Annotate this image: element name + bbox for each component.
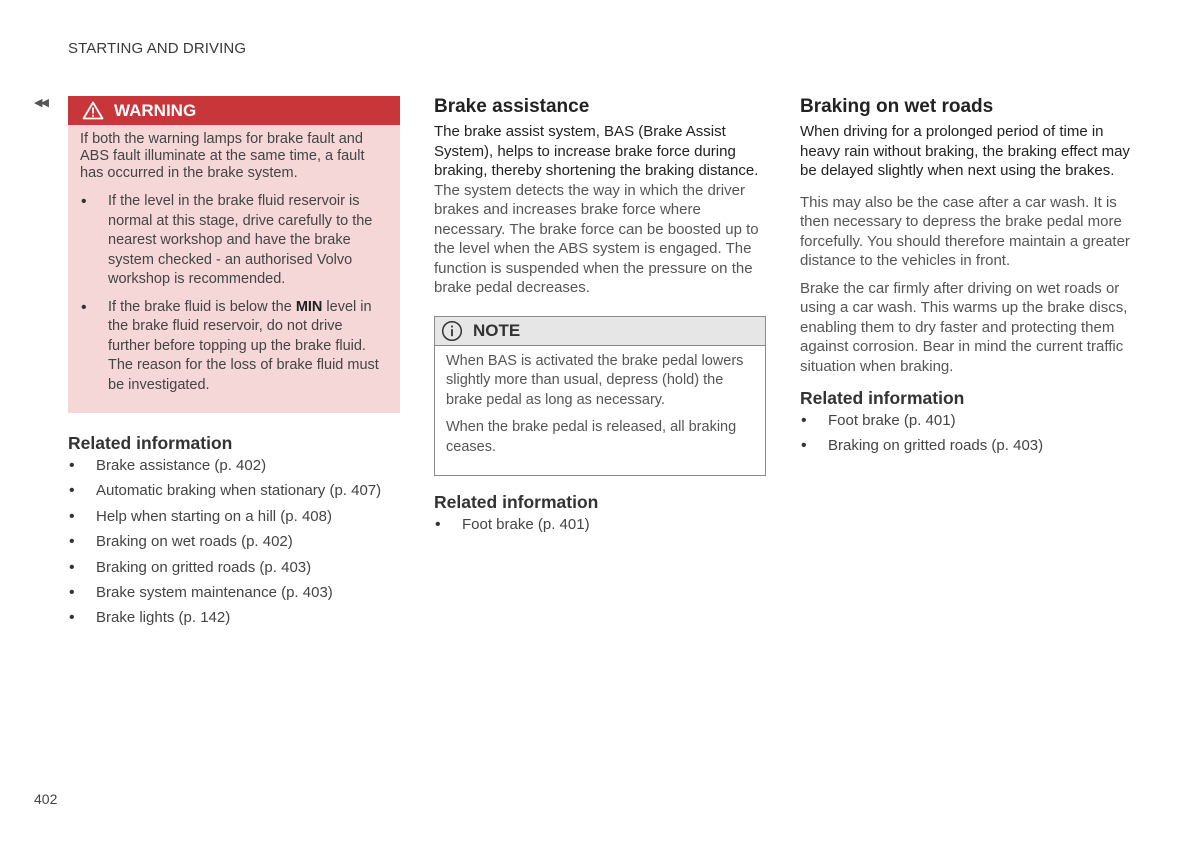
warning-bullet-text: If the brake fluid is below the bbox=[108, 298, 296, 315]
related-link[interactable]: • Automatic braking when stationary (p. 407) bbox=[68, 481, 400, 500]
related-info-list bbox=[434, 515, 766, 534]
warning-bullet-text: level in the brake fluid reservoir, do not drive further before topping up the brake fluid. The reason for the loss of brake fluid must be investigated. bbox=[108, 298, 379, 393]
warning-body bbox=[68, 125, 400, 413]
note-paragraph: When BAS is activated the brake pedal lowers slightly more than usual, depress (hold) the brake pedal as long as necessary. bbox=[446, 352, 744, 408]
wet-roads-title: Braking on wet roads bbox=[800, 96, 994, 117]
related-info-title: Related information bbox=[800, 388, 965, 408]
related-info-section bbox=[68, 433, 400, 627]
wet-roads-lead: When driving for a prolonged period of time in heavy rain without braking, the braking effect may be delayed slightly when next using the brakes. bbox=[800, 123, 1130, 179]
related-info-list bbox=[800, 411, 1130, 455]
warning-bullet bbox=[80, 298, 388, 396]
related-link[interactable]: • Brake lights (p. 142) bbox=[68, 608, 400, 627]
related-info-list bbox=[68, 456, 400, 627]
brake-assistance-body: The system detects the way in which the driver brakes and increases brake force where necessary. The brake force can be boosted up to the level when the ABS system is engaged. The function is suspended when the pressure on the brake pedal decreases. bbox=[434, 181, 759, 296]
related-link[interactable]: • Braking on wet roads (p. 402) bbox=[68, 532, 400, 551]
note-box bbox=[434, 316, 766, 477]
warning-bullet: • If the level in the brake fluid reservoir is normal at this stage, drive carefully to the nearest workshop and have the brake system checked - an authorised Volvo workshop is recommended. bbox=[80, 192, 388, 290]
related-link[interactable]: • Foot brake (p. 401) bbox=[800, 411, 1130, 430]
related-info-section bbox=[800, 388, 1130, 455]
related-link[interactable]: • Brake assistance (p. 402) bbox=[68, 456, 400, 475]
wet-roads-paragraph: Brake the car firmly after driving on wet roads or using a car wash. This warms up the brake discs, enabling them to dry faster and protecting them against corrosion. Bear in mind the current traffic situation when braking. bbox=[800, 279, 1128, 375]
note-header bbox=[435, 317, 765, 346]
min-level-label: MIN bbox=[295, 298, 323, 315]
brake-assistance-title: Brake assistance bbox=[434, 96, 590, 117]
warning-header bbox=[68, 96, 400, 125]
related-info-title: Related information bbox=[434, 492, 599, 512]
continuation-marker-icon: ◀◀ bbox=[34, 97, 47, 109]
warning-list bbox=[80, 192, 388, 395]
related-link[interactable]: • Brake system maintenance (p. 403) bbox=[68, 583, 400, 602]
warning-triangle-icon bbox=[82, 101, 104, 120]
related-link[interactable]: • Braking on gritted roads (p. 403) bbox=[800, 436, 1130, 455]
note-paragraph: When the brake pedal is released, all braking ceases. bbox=[446, 419, 737, 455]
related-info-section bbox=[434, 492, 766, 534]
column-3 bbox=[800, 96, 1130, 462]
warning-box bbox=[68, 96, 400, 413]
warning-title: WARNING bbox=[114, 100, 197, 120]
related-link[interactable]: • Foot brake (p. 401) bbox=[434, 515, 766, 534]
note-body bbox=[435, 346, 765, 476]
brake-assistance-lead: The brake assist system, BAS (Brake Assist System), helps to increase brake force during braking, thereby shortening the braking distance. bbox=[434, 123, 759, 179]
wet-roads-paragraph: This may also be the case after a car wash. It is then necessary to depress the brake pedal more forcefully. You should therefore maintain a greater distance to the vehicles in front. bbox=[800, 193, 1130, 269]
column-2 bbox=[434, 96, 766, 540]
section-header: STARTING AND DRIVING bbox=[68, 40, 247, 57]
related-link[interactable]: • Braking on gritted roads (p. 403) bbox=[68, 558, 400, 577]
warning-intro: If both the warning lamps for brake fault and ABS fault illuminate at the same time, a fault has occurred in the brake system. bbox=[80, 131, 365, 181]
page-number: 402 bbox=[34, 791, 58, 807]
related-info-title: Related information bbox=[68, 433, 233, 453]
info-circle-icon bbox=[441, 320, 463, 342]
column-1 bbox=[68, 96, 400, 634]
note-title: NOTE bbox=[473, 320, 521, 340]
related-link[interactable]: • Help when starting on a hill (p. 408) bbox=[68, 507, 400, 526]
